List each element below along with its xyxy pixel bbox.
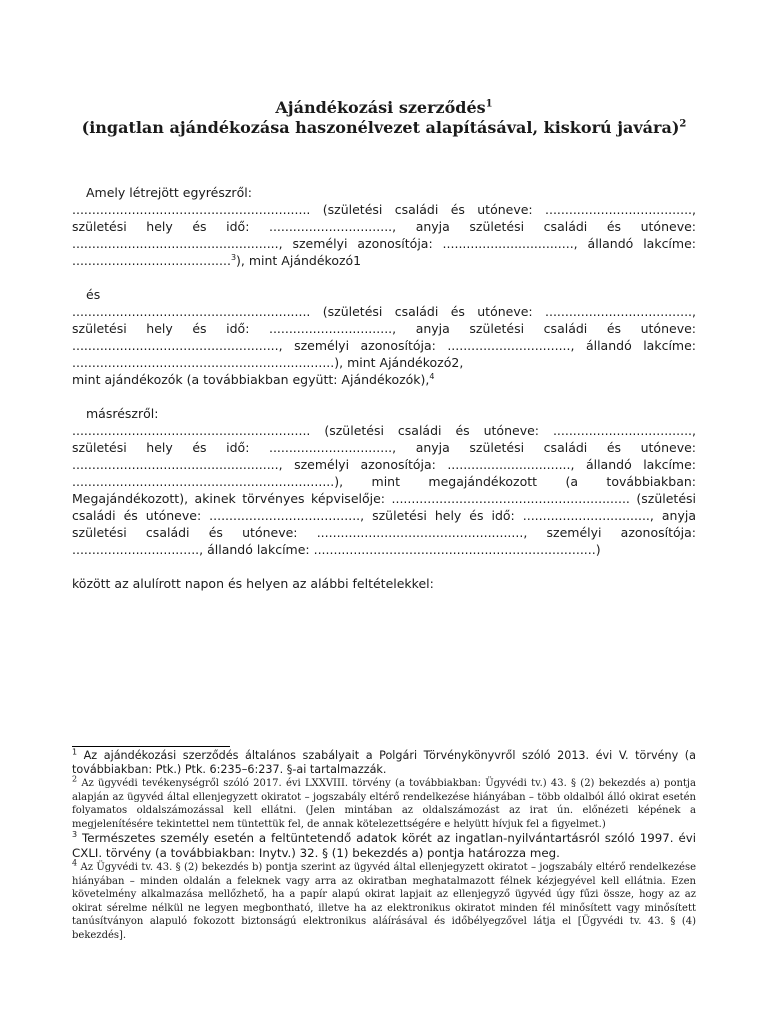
title-main: Ajándékozási szerződés xyxy=(275,98,486,117)
footnote-number: 1 xyxy=(72,747,78,757)
footnote-ref-4[interactable]: 4 xyxy=(429,371,435,381)
party2-details: ............................................................ (születési családi és utóneve: ....................................., születési hely és idő: ..............................., anyja születési családi és utóneve: ...................................................., személyi azonosítója: ..............................., állandó lakcíme: ..................................................................), mint Ajándékozó2, xyxy=(72,304,696,370)
party1-text: ............................................................ (születési családi és utóneve: ....................................., születési hely és idő: ..............................., anyja születési családi és utóneve: ...................................................., személyi azonosítója: ................................., állandó lakcíme: ........................................ xyxy=(72,202,696,268)
footnote-separator xyxy=(72,746,230,747)
footnote-text: Természetes személy esetén a feltüntetendő adatok körét az ingatlan-nyilvántartásról szóló 1997. évi CXLI. törvény (a továbbiakban: Inytv.) 32. § (1) bekezdés a) pontja határozza meg. xyxy=(72,831,696,860)
footnote-ref-3[interactable]: 3 xyxy=(230,252,237,262)
footnote-number: 3 xyxy=(72,830,78,840)
footnote-number: 2 xyxy=(72,774,78,784)
footnotes xyxy=(72,749,696,942)
party1-intro: Amely létrejött egyrészről: xyxy=(86,185,252,200)
party1-details xyxy=(72,201,696,269)
document-title xyxy=(72,98,696,138)
footnote-text: Az ügyvédi tevékenységről szóló 2017. évi LXXVIII. törvény (a továbbiakban: Ügyvédi tv.) 43. § (2) bekezdés a) pontja alapján az ügyvéd által ellenjegyzett okiratot – jogszabály eltérő rendelkezése hiányában – több oldalból álló okirat esetén folyamatos oldalszámozással kell ellátni. (Jelen mintában az oldalszámozást az irat ún. előnézeti képének a megjelenítésére tekintettel nem tüntettük fel, de annak kötelezettségére e helyütt hívjuk fel a figyelmet.) xyxy=(72,778,696,830)
closing-sentence: között az alulírott napon és helyen az alábbi feltételekkel: xyxy=(72,576,434,591)
title-line-2 xyxy=(72,118,696,138)
party2-summary xyxy=(72,371,696,388)
footnote-3 xyxy=(72,831,696,861)
footnote-text: Az Ügyvédi tv. 43. § (2) bekezdés b) pontja szerint az ügyvéd által ellenjegyzett okiratot – jogszabály eltérő rendelkezése hiányában – minden oldalán a feleknek vagy arra az okiratban meghatalmazott félnek kézjegyével kell ellátnia. Ezen követelmény alkalmazása mellőzhető, ha a papír alapú okirat lapjait az ellenjegyző ügyvéd úgy fűzi össze, hogy az az okirat sérelme nélkül ne legyen megbontható, illetve ha az elektronikus okiratot minden fél minősített vagy minősített tanúsítványon alapuló fokozott biztonságú elektronikus aláírásával és időbélyegzővel látja el [Ügyvédi tv. 43. § (4) bekezdés]. xyxy=(72,862,696,941)
party2-summary-text: mint ajándékozók (a továbbiakban együtt: Ajándékozók), xyxy=(72,372,430,387)
footnote-1 xyxy=(72,749,696,777)
footnote-ref-1[interactable]: 1 xyxy=(485,98,493,110)
title-subtitle: (ingatlan ajándékozása haszonélvezet alapításával, kiskorú javára) xyxy=(81,118,680,137)
party3-intro: másrészről: xyxy=(86,406,159,421)
document-page xyxy=(72,98,696,592)
title-line-1 xyxy=(72,98,696,118)
party1-tail: ), mint Ajándékozó1 xyxy=(236,253,362,268)
footnote-ref-2[interactable]: 2 xyxy=(679,118,687,130)
party2-intro: és xyxy=(86,287,101,302)
footnote-2 xyxy=(72,774,696,831)
footnote-text: Az ajándékozási szerződés általános szabályait a Polgári Törvénykönyvről szóló 2013. évi V. törvény (a továbbiakban: Ptk.) Ptk. 6:235–6:237. §-ai tartalmazzák. xyxy=(72,749,696,776)
party3-details: ............................................................ (születési családi és utóneve: ..................................., születési hely és idő: ..............................., anyja születési családi és utóneve: ...................................................., személyi azonosítója: ..............................., állandó lakcíme: ..................................................................), mint megajándékozott (a továbbiakban: Megajándékozott), akinek törvényes képviselője: ............................................................ (születési családi és utóneve: ......................................, születési hely és idő: ................................, anyja születési családi és utóneve: ...................................................., személyi azonosítója: ................................, állandó lakcíme: .......................................................................) xyxy=(72,423,696,557)
footnote-4 xyxy=(72,858,696,942)
footnote-number: 4 xyxy=(72,858,78,868)
